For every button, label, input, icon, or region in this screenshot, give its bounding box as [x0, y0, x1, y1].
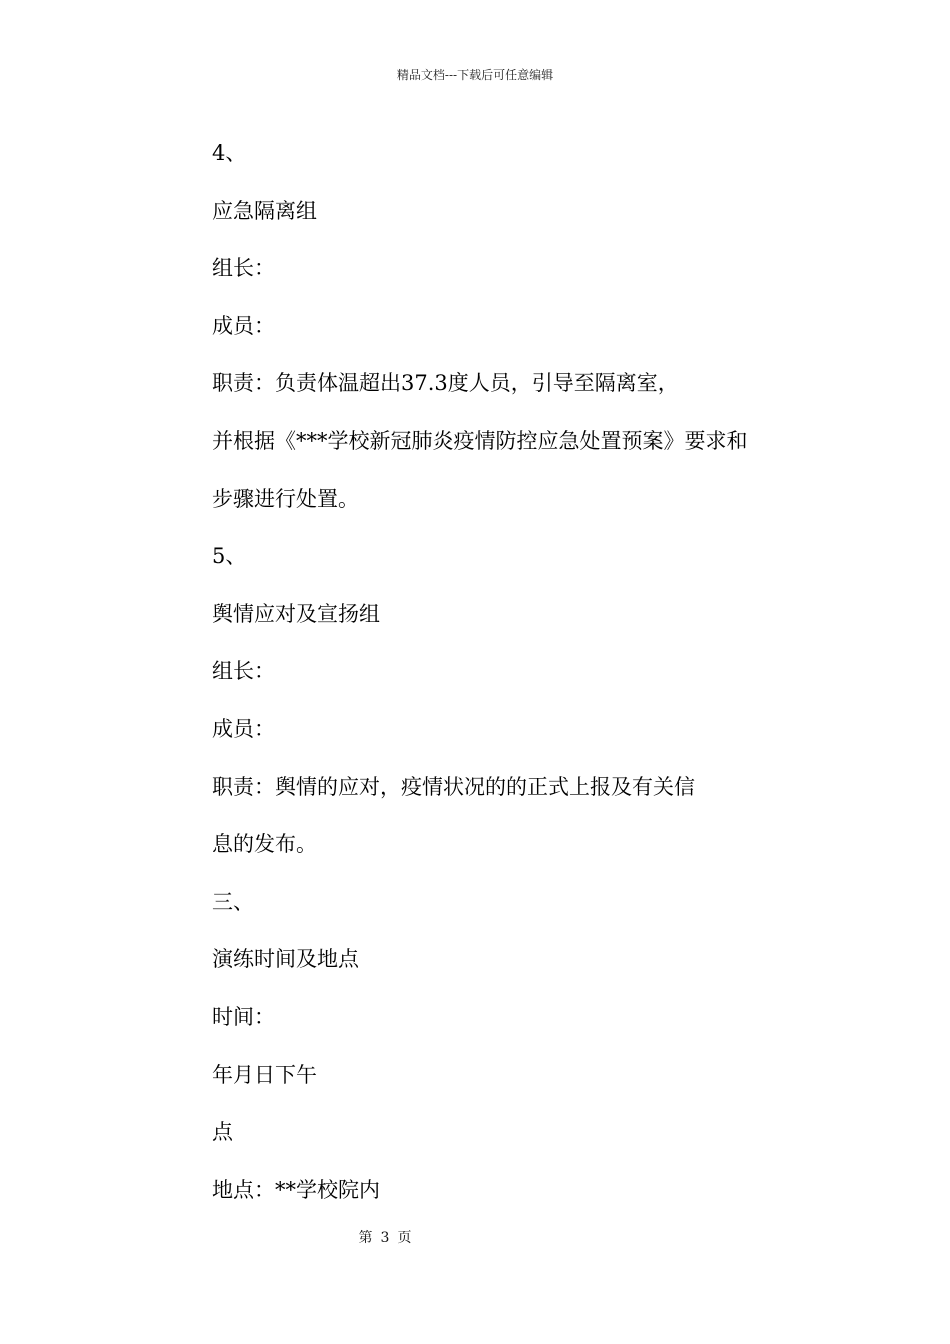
page-header: 精品文档---下载后可任意编辑	[396, 68, 554, 82]
page-footer-prefix: 第	[358, 1230, 373, 1246]
section-heading-three: 三、	[212, 889, 254, 914]
group-leader-label: 组长：	[212, 659, 275, 684]
page-number: 3	[380, 1230, 390, 1246]
group-title-isolation: 应急隔离组	[212, 198, 317, 223]
duty-text-line: 职责：舆情的应对，疫情状况的的正式上报及有关信	[212, 774, 695, 799]
duty-text-line: 并根据《***学校新冠肺炎疫情防控应急处置预案》要求和	[212, 428, 748, 453]
hour-text: 点	[212, 1120, 233, 1145]
section-number-5: 5、	[212, 544, 247, 569]
group-leader-label: 组长：	[212, 256, 275, 281]
page-footer	[0, 1228, 770, 1248]
group-members-label: 成员：	[212, 716, 275, 741]
group-title-public-opinion: 舆情应对及宣扬组	[212, 601, 380, 626]
duty-text-line: 职责：负责体温超出37.3度人员，引导至隔离室，	[212, 371, 679, 396]
document-body	[212, 135, 812, 1229]
duty-text-line: 息的发布。	[212, 832, 317, 857]
duty-text-line: 步骤进行处置。	[212, 486, 359, 511]
section-number-4: 4、	[212, 141, 247, 165]
group-members-label: 成员：	[212, 313, 275, 338]
date-text: 年月日下午	[212, 1062, 317, 1087]
location-text: 地点：**学校院内	[212, 1177, 380, 1202]
section-title-time-place: 演练时间及地点	[212, 947, 359, 972]
page-footer-suffix: 页	[397, 1230, 412, 1246]
time-label: 时间：	[212, 1004, 275, 1029]
